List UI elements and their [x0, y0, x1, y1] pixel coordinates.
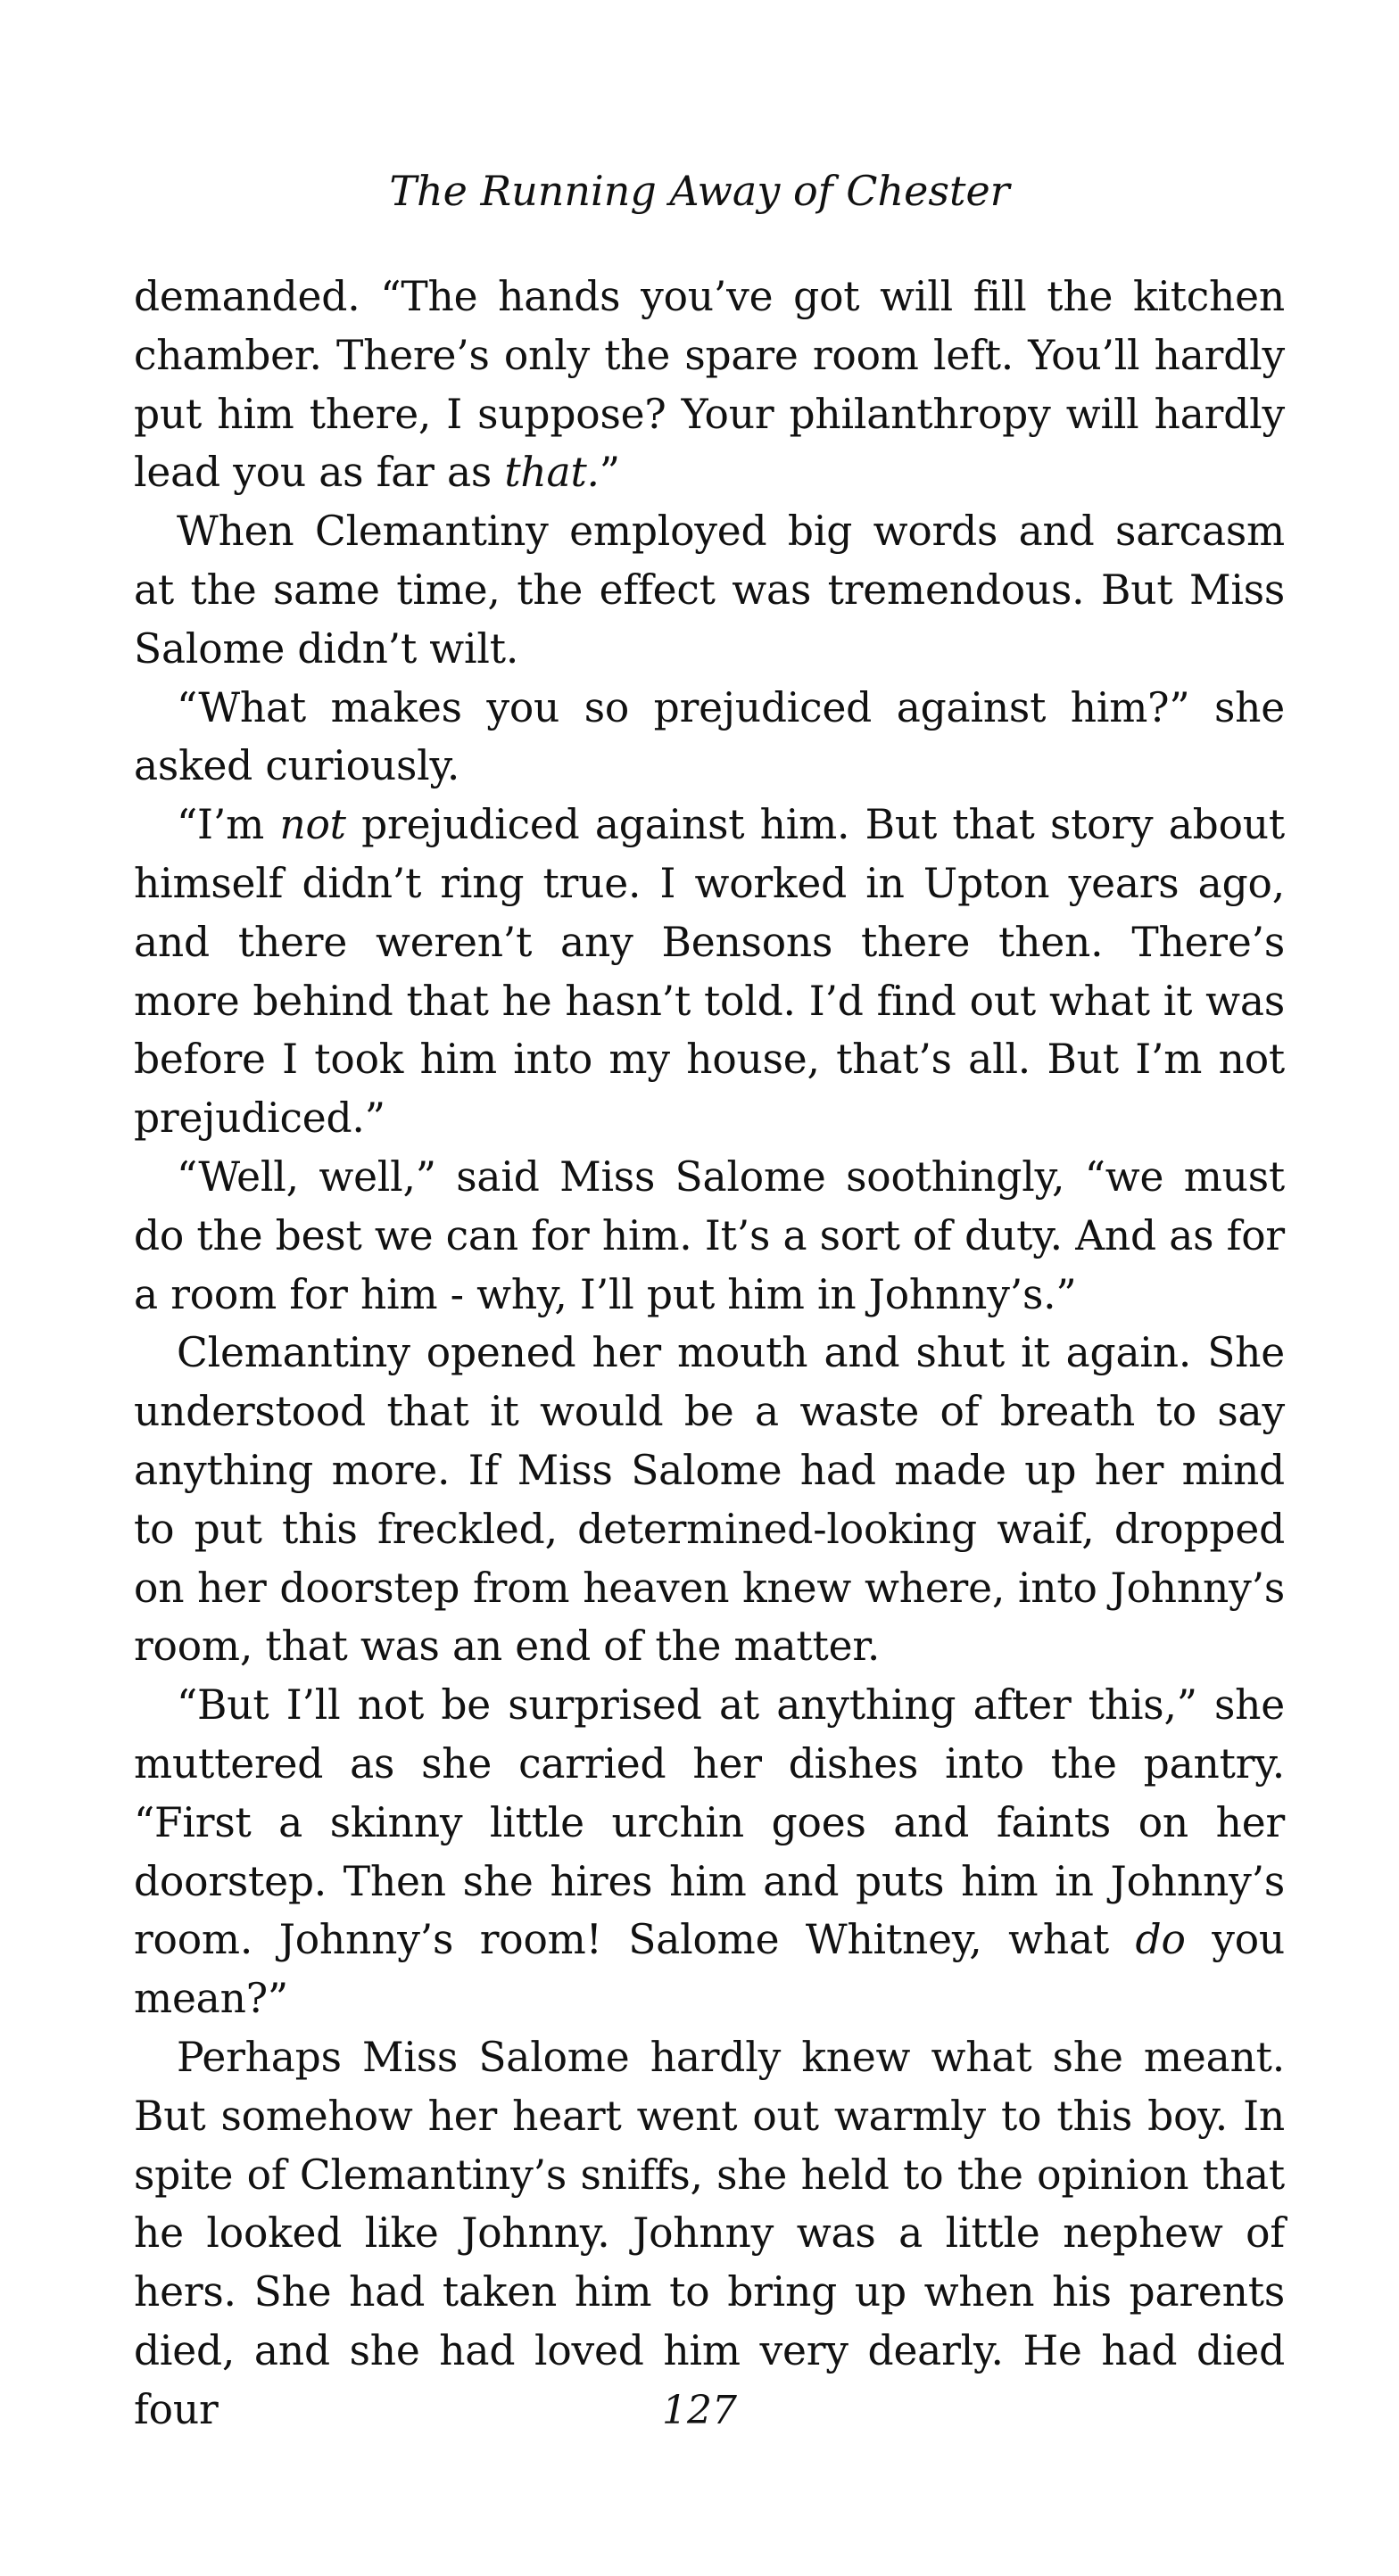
text-run: Clemantiny opened her mouth and shut it again. She understood that it would be a waste of breath to say anything more. If Miss Salome had made up her mind to put this freckled, determined-looking waif, dropped on her doorstep from heaven knew where, into Johnny’s room, that was an end of the matter. [134, 1329, 1285, 1671]
text-run: you mean?” [134, 1916, 1285, 2023]
paragraph [134, 1148, 1285, 1324]
text-run: “What makes you so prejudiced against him?” she asked curiously. [134, 683, 1285, 790]
paragraph [134, 1676, 1285, 2028]
emphasis: do [1135, 1916, 1186, 1964]
text-run: “I’m [177, 801, 280, 849]
text-run: “But I’ll not be surprised at anything after this,” she muttered as she carried her dishes into the pantry. “First a skinny little urchin goes and faints on her doorstep. Then she hires him and puts him in Johnny’s room. Johnny’s room! Salome Whitney, what [134, 1681, 1285, 1964]
page-number: 127 [662, 2388, 737, 2433]
emphasis: not [279, 801, 346, 849]
paragraph [134, 502, 1285, 678]
emphasis: that. [504, 449, 600, 497]
paragraph [134, 796, 1285, 1148]
paragraph [134, 1324, 1285, 1676]
text-run: demanded. “The hands you’ve got will fill the kitchen chamber. There’s only the spare room left. You’ll hardly put him there, I suppose? Your philanthropy will hardly lead you as far as [134, 273, 1285, 497]
running-head: The Running Away of Chester [389, 167, 1010, 215]
text-run: ” [599, 449, 620, 497]
text-run: “Well, well,” said Miss Salome soothingly, “we must do the best we can for him. It’s a sort of duty. And as for a room for him - why, I’ll put him in Johnny’s.” [134, 1152, 1285, 1318]
text-run: prejudiced against him. But that story about himself didn’t ring true. I worked in Upton years ago, and there weren’t any Bensons there then. There’s more behind that he hasn’t told. I’d find out what it was before I took him into my house, that’s all. But I’m not prejudiced.” [134, 801, 1285, 1143]
paragraph [134, 2028, 1285, 2440]
text-run: When Clemantiny employed big words and sarcasm at the same time, the effect was tremendous. But Miss Salome didn’t wilt. [134, 508, 1285, 673]
body-text [134, 268, 1285, 2439]
paragraph [134, 679, 1285, 797]
text-run: Perhaps Miss Salome hardly knew what she meant. But somehow her heart went out warmly to this boy. In spite of Clemantiny’s sniffs, she held to the opinion that he looked like Johnny. Johnny was a little nephew of hers. She had taken him to bring up when his parents died, and she had loved him very dearly. He had died four [134, 2033, 1285, 2433]
paragraph [134, 268, 1285, 502]
